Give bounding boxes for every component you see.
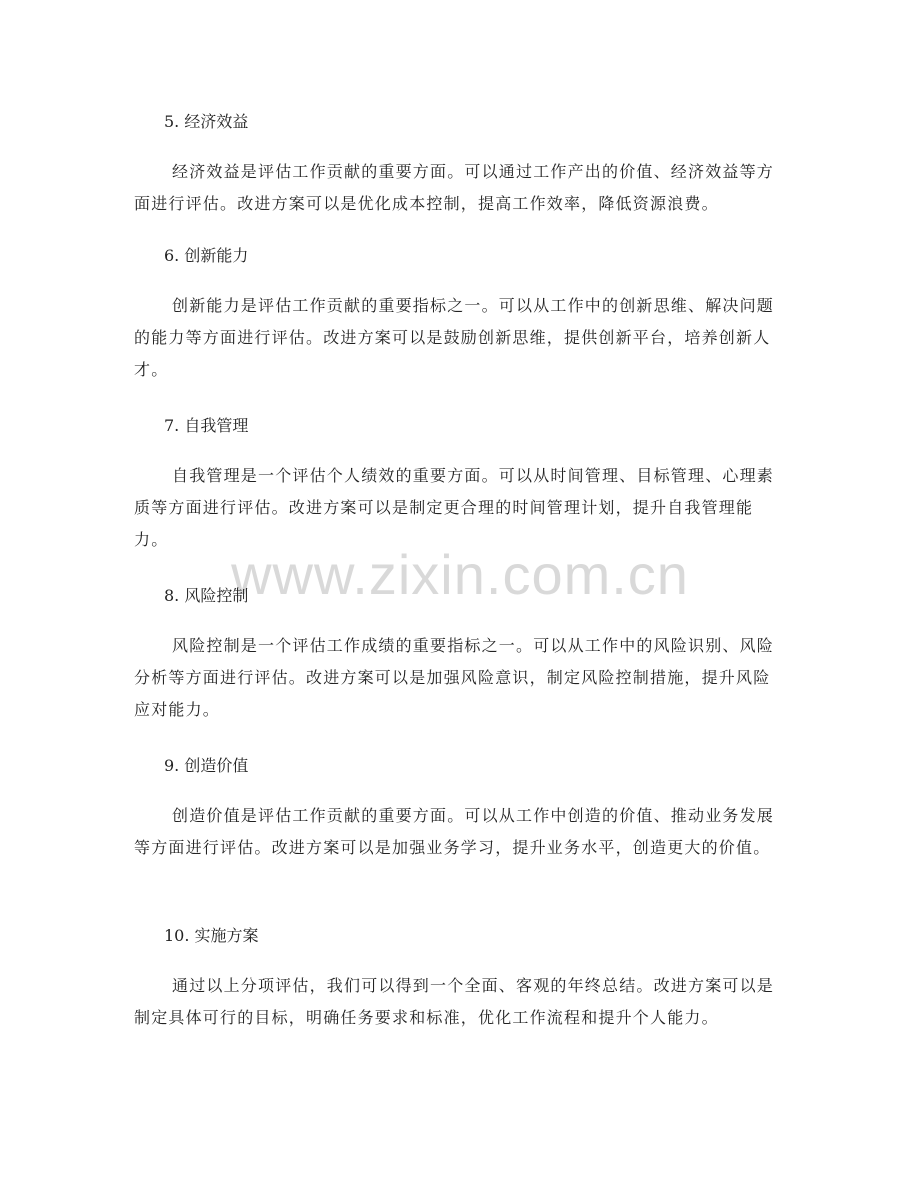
section-paragraph: 经济效益是评估工作贡献的重要方面。可以通过工作产出的价值、经济效益等方面进行评估。改进方案可以是优化成本控制，提高工作效率，降低资源浪费。 <box>134 162 775 213</box>
section-heading: 5. 经济效益 <box>164 112 249 131</box>
section-heading: 10. 实施方案 <box>164 926 259 945</box>
section-heading: 8. 风险控制 <box>164 586 249 605</box>
section-paragraph: 风险控制是一个评估工作成绩的重要指标之一。可以从工作中的风险识别、风险分析等方面进行评估。改进方案可以是加强风险意识，制定风险控制措施，提升风险应对能力。 <box>134 636 775 719</box>
section-paragraph: 创新能力是评估工作贡献的重要指标之一。可以从工作中的创新思维、解决问题的能力等方面进行评估。改进方案可以是鼓励创新思维，提供创新平台，培养创新人才。 <box>134 296 775 379</box>
section-paragraph: 通过以上分项评估，我们可以得到一个全面、客观的年终总结。改进方案可以是制定具体可行的目标，明确任务要求和标准，优化工作流程和提升个人能力。 <box>134 976 775 1027</box>
section-heading: 7. 自我管理 <box>164 416 249 435</box>
section-paragraph: 创造价值是评估工作贡献的重要方面。可以从工作中创造的价值、推动业务发展等方面进行评估。改进方案可以是加强业务学习，提升业务水平，创造更大的价值。 <box>134 806 775 857</box>
watermark: www.zixin.com.cn <box>231 543 689 606</box>
section-heading: 9. 创造价值 <box>164 756 249 775</box>
section-heading: 6. 创新能力 <box>164 246 249 265</box>
section-paragraph: 自我管理是一个评估个人绩效的重要方面。可以从时间管理、目标管理、心理素质等方面进行评估。改进方案可以是制定更合理的时间管理计划，提升自我管理能力。 <box>134 466 775 549</box>
